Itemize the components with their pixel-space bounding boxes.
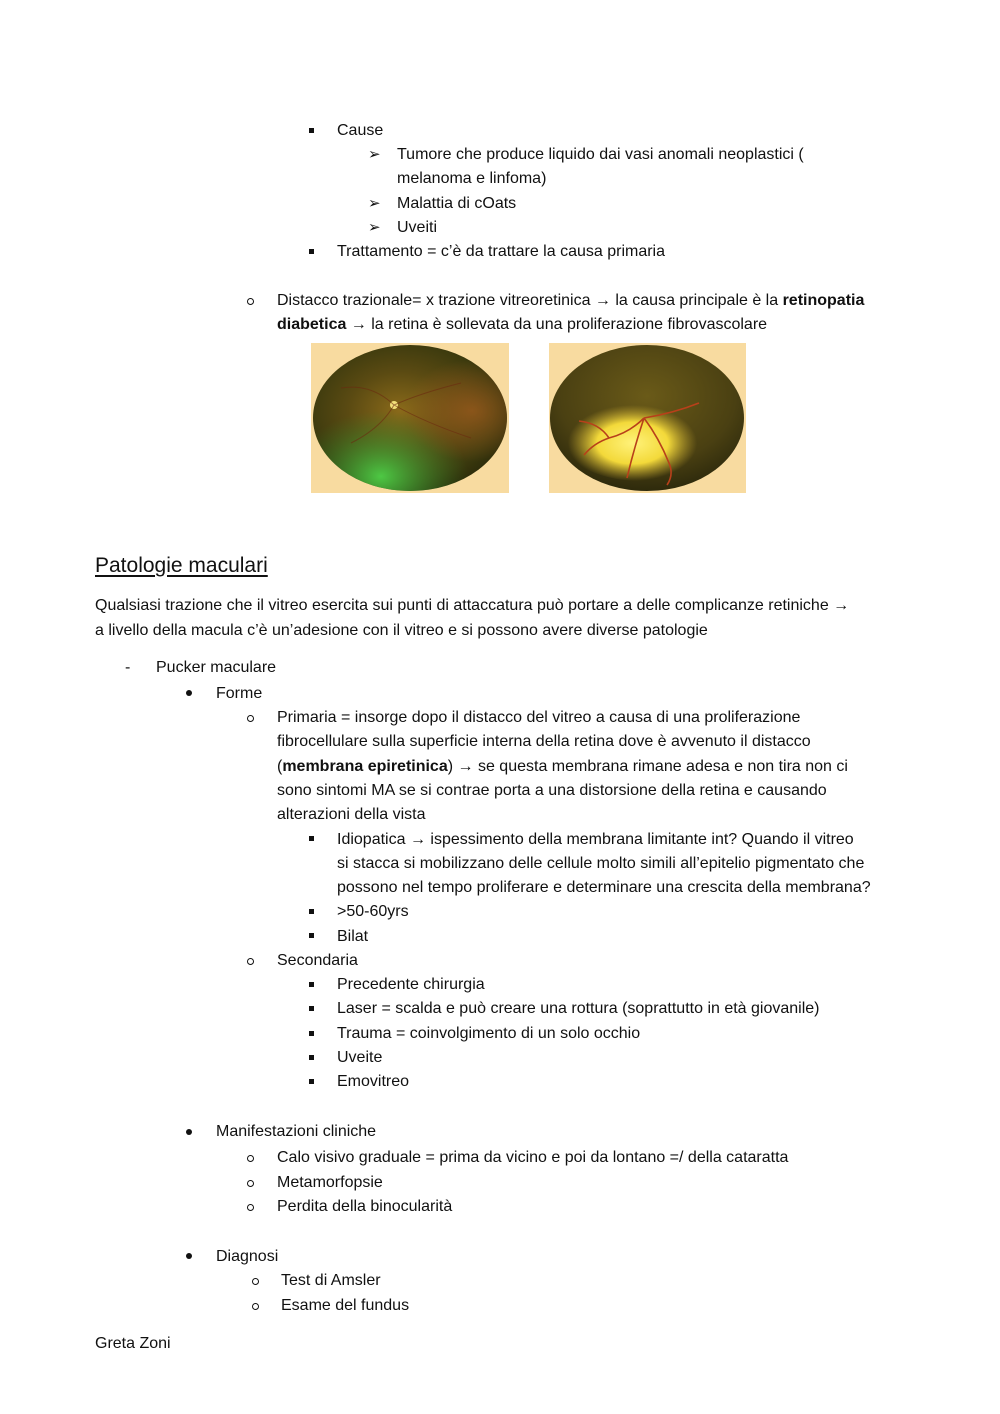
- forme-label: Forme: [216, 685, 263, 702]
- secondaria-item: Emovitreo: [337, 1073, 410, 1090]
- primaria-line: sono sintomi MA se si contrae porta a una distorsione della retina e causando: [277, 782, 827, 799]
- square-bullet-icon: [309, 249, 314, 254]
- fundus-photo-right: [549, 343, 746, 493]
- diagnosi-label: Diagnosi: [216, 1248, 279, 1265]
- primaria-line: fibrocellulare sulla superficie interna della retina dove è avvenuto il distacco: [277, 733, 811, 750]
- disc-bullet-icon: [186, 690, 192, 696]
- manifestazioni-label: Manifestazioni cliniche: [216, 1123, 377, 1140]
- square-bullet-icon: [309, 1055, 314, 1060]
- square-bullet-icon: [309, 128, 314, 133]
- primaria-line: alterazioni della vista: [277, 806, 426, 823]
- primaria-line: Primaria = insorge dopo il distacco del vitreo a causa di una proliferazione: [277, 709, 801, 726]
- diagnosi-item: Test di Amsler: [281, 1272, 381, 1289]
- circle-bullet-icon: [252, 1303, 259, 1310]
- square-bullet-icon: [309, 1031, 314, 1036]
- secondaria-item: Precedente chirurgia: [337, 976, 485, 993]
- disc-bullet-icon: [186, 1253, 192, 1259]
- arrowhead-bullet-icon: ➢: [368, 195, 381, 212]
- square-bullet-icon: [309, 909, 314, 914]
- circle-bullet-icon: [252, 1278, 259, 1285]
- secondaria-item: Trauma = coinvolgimento di un solo occhio: [337, 1025, 641, 1042]
- square-bullet-icon: [309, 836, 314, 841]
- intro-line-1: Qualsiasi trazione che il vitreo esercita sui punti di attaccatura può portare a delle complicanze retiniche →: [95, 597, 850, 614]
- secondaria-label: Secondaria: [277, 952, 358, 969]
- square-bullet-icon: [309, 1006, 314, 1011]
- trattamento: Trattamento = c’è da trattare la causa primaria: [337, 243, 665, 260]
- idiopatica-line: possono nel tempo proliferare e determinare una crescita della membrana?: [337, 879, 871, 896]
- primaria-line: (membrana epiretinica) → se questa membrana rimane adesa e non tira non ci: [277, 758, 848, 775]
- pucker-label: Pucker maculare: [156, 659, 277, 676]
- cause-item-continued: melanoma e linfoma): [397, 170, 547, 187]
- square-bullet-icon: [309, 982, 314, 987]
- cause-label: Cause: [337, 122, 384, 139]
- arrowhead-bullet-icon: ➢: [368, 219, 381, 236]
- circle-bullet-icon: [247, 958, 254, 965]
- age-item: >50-60yrs: [337, 903, 409, 920]
- disc-bullet-icon: [186, 1129, 192, 1135]
- footer-author: Greta Zoni: [95, 1335, 171, 1352]
- fundus-photo-left: [311, 343, 509, 493]
- cause-item: Uveiti: [397, 219, 438, 236]
- square-bullet-icon: [309, 933, 314, 938]
- cause-item: Malattia di cOats: [397, 195, 517, 212]
- dash-bullet-icon: -: [125, 659, 131, 676]
- circle-bullet-icon: [247, 1180, 254, 1187]
- circle-bullet-icon: [247, 715, 254, 722]
- distacco-line-1: Distacco trazionale= x trazione vitreoretinica → la causa principale è la retinopatia: [277, 292, 865, 309]
- idiopatica-line: Idiopatica → ispessimento della membrana limitante int? Quando il vitreo: [337, 831, 854, 848]
- idiopatica-line: si stacca si mobilizzano delle cellule molto simili all’epitelio pigmentato che: [337, 855, 865, 872]
- secondaria-item: Laser = scalda e può creare una rottura (soprattutto in età giovanile): [337, 1000, 820, 1017]
- circle-bullet-icon: [247, 1155, 254, 1162]
- secondaria-item: Uveite: [337, 1049, 383, 1066]
- diagnosi-item: Esame del fundus: [281, 1297, 410, 1314]
- arrowhead-bullet-icon: ➢: [368, 146, 381, 163]
- manifestazioni-item: Calo visivo graduale = prima da vicino e poi da lontano =/ della cataratta: [277, 1149, 789, 1166]
- distacco-line-2: diabetica → la retina è sollevata da una proliferazione fibrovascolare: [277, 316, 768, 333]
- intro-line-2: a livello della macula c’è un’adesione con il vitreo e si possono avere diverse patologie: [95, 622, 708, 639]
- manifestazioni-item: Metamorfopsie: [277, 1174, 383, 1191]
- bilat-item: Bilat: [337, 928, 369, 945]
- square-bullet-icon: [309, 1079, 314, 1084]
- section-title: Patologie maculari: [95, 554, 268, 577]
- circle-bullet-icon: [247, 1204, 254, 1211]
- cause-item: Tumore che produce liquido dai vasi anomali neoplastici (: [397, 146, 804, 163]
- circle-bullet-icon: [247, 298, 254, 305]
- manifestazioni-item: Perdita della binocularità: [277, 1198, 453, 1215]
